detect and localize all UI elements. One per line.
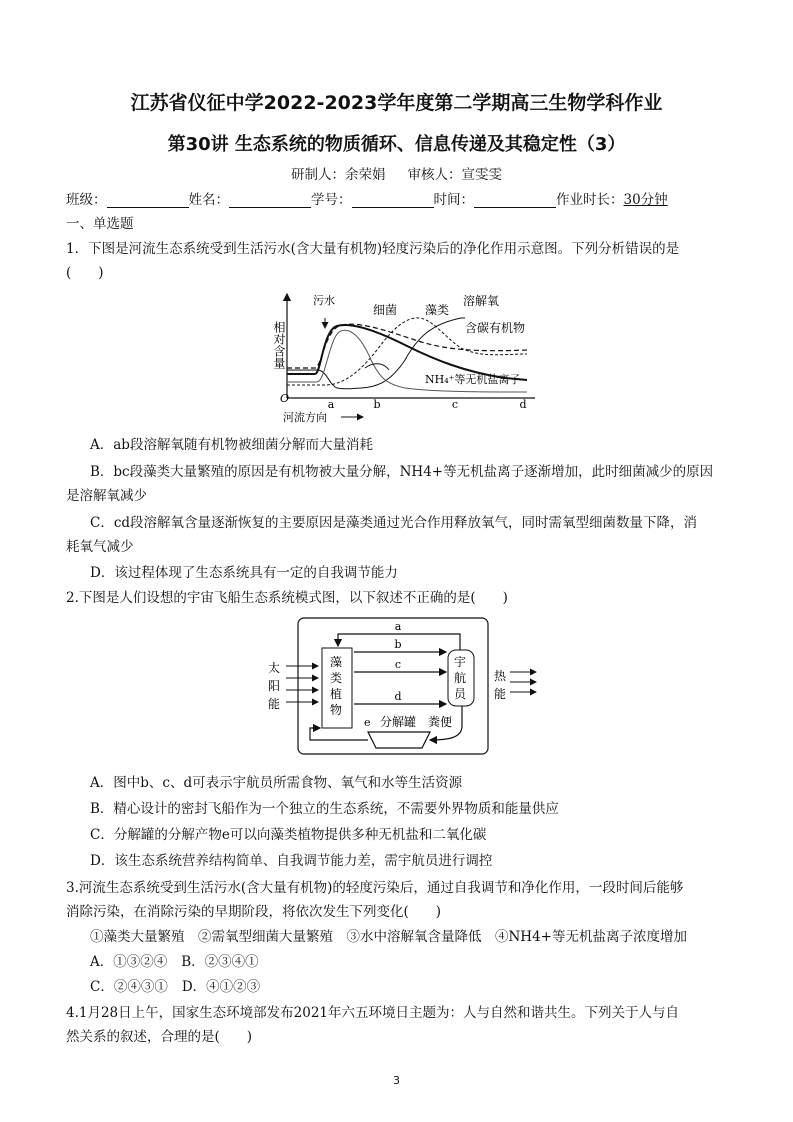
q1-oxygen-label: 溶解氧 — [463, 294, 500, 308]
q1-option-d[interactable]: D．该过程体现了生态系统具有一定的自我调节能力 — [90, 565, 398, 581]
q3-options-row2 — [90, 975, 260, 995]
q2-tank-label: 分解罐 — [380, 715, 417, 729]
q1-bacteria-label: 细菌 — [373, 303, 398, 317]
q2-arrow-d-label: d — [394, 690, 402, 703]
q1-xlabel: 河流方向 — [283, 411, 327, 424]
q2-algae-label-2: 类 — [330, 671, 343, 685]
q2-sun-label-1: 太 — [268, 661, 281, 675]
q3-option-b[interactable]: B．②③④① — [181, 954, 259, 970]
duration-value: 30分钟 — [623, 192, 668, 208]
time-label: 时间： — [433, 192, 474, 208]
time-blank[interactable] — [474, 193, 556, 208]
q2-arrow-b-label: b — [394, 638, 402, 651]
class-blank[interactable] — [107, 193, 189, 208]
q1-point-b: b — [373, 398, 381, 411]
q2-option-d[interactable]: D．该生态系统营养结构简单、自我调节能力差，需宇航员进行调控 — [90, 853, 493, 869]
q2-arrow-c-label: c — [394, 658, 402, 671]
q2-astronaut-label-2: 航 — [454, 671, 467, 685]
q3-option-a[interactable]: A．①③②④ — [90, 954, 168, 970]
q2-sun-label-3: 能 — [268, 697, 281, 711]
q2-arrow-a-label: a — [394, 620, 402, 633]
q1-option-c-line1[interactable]: C．cd段溶解氧含量逐渐恢复的主要原因是藻类通过光合作用释放氧气，同时需氧型细菌数量下降，消 — [90, 515, 698, 531]
q1-option-a[interactable]: A．ab段溶解氧随有机物被细菌分解而大量消耗 — [90, 437, 373, 453]
q1-stem-line2: ( ) — [66, 265, 104, 281]
reviewer-label: 审核人：宣雯雯 — [407, 167, 502, 183]
duration-label: 作业时长： — [556, 192, 624, 208]
q1-organic-label: 含碳有机物 — [465, 321, 526, 335]
q2-tank-shape — [368, 732, 430, 748]
q2-heat-label — [494, 668, 510, 701]
q4-stem-line2: 然关系的叙述，合理的是( ) — [66, 1029, 253, 1045]
q2-stem: 2.下图是人们设想的宇宙飞船生态系统模式图，以下叙述不正确的是( ) — [66, 590, 508, 606]
document-title: 江苏省仪征中学2022-2023学年度第二学期高三生物学科作业 — [130, 92, 663, 114]
q1-ions-label: NH₄⁺等无机盐离子 — [425, 373, 521, 386]
page-number: 3 — [393, 1074, 400, 1087]
q2-sun-label — [268, 660, 284, 711]
student-info-line — [66, 188, 668, 208]
q1-curve-ions-hump — [365, 364, 389, 370]
q1-algae-label: 藻类 — [425, 303, 450, 317]
name-blank[interactable] — [229, 193, 311, 208]
q2-algae-label-1: 藻 — [330, 655, 343, 669]
q2-heat-label-1: 热 — [494, 669, 507, 683]
q2-algae-label-3: 植 — [330, 687, 343, 701]
q2-figure — [262, 614, 542, 759]
q1-sewage-label — [313, 293, 335, 307]
q3-stem-line1: 3.河流生态系统受到生活污水(含大量有机物)的轻度污染后，通过自我调节和净化作用，一段时间后能够 — [66, 880, 684, 896]
q2-arrow-e-label: e — [364, 716, 371, 729]
q2-option-b[interactable]: B．精心设计的密封飞船作为一个独立的生态系统，不需要外界物质和能量供应 — [90, 801, 559, 817]
q2-astronaut-label-1: 宇 — [454, 655, 467, 669]
q1-option-c-line2: 耗氧气减少 — [66, 539, 134, 555]
lesson-title: 第30讲 生态系统的物质循环、信息传递及其稳定性（3） — [167, 134, 626, 155]
q2-algae-label-4: 物 — [330, 703, 343, 717]
q2-heat-label-2: 能 — [494, 687, 507, 701]
q2-feces-label: 粪便 — [428, 715, 453, 729]
q4-stem-line1: 4.1月28日上午，国家生态环境部发布2021年六五环境日主题为：人与自然和谐共生。下列关于人与自 — [66, 1005, 680, 1021]
q1-stem-line1: 1．下图是河流生态系统受到生活污水(含大量有机物)轻度污染后的净化作用示意图。下列分析错误的是 — [66, 241, 680, 257]
q1-ylabel: 相对含量 — [272, 321, 286, 369]
id-label: 学号： — [311, 192, 352, 208]
q2-astronaut-label-3: 员 — [454, 687, 467, 701]
q1-option-b-line2: 是溶解氧减少 — [66, 488, 147, 504]
q2-option-a[interactable]: A．图中b、c、d可表示宇航员所需食物、氧气和水等生活资源 — [90, 775, 463, 791]
q2-option-c[interactable]: C．分解罐的分解产物e可以向藻类植物提供多种无机盐和二氧化碳 — [90, 827, 487, 843]
section-heading: 一、单选题 — [66, 216, 134, 232]
q1-option-b-line1[interactable]: B．bc段藻类大量繁殖的原因是有机物被大量分解，NH4+等无机盐离子逐渐增加，此时细菌减少的原因 — [90, 464, 714, 480]
q3-items: ①藻类大量繁殖 ②需氧型细菌大量繁殖 ③水中溶解氧含量降低 ④NH4+等无机盐离子浓度增加 — [90, 929, 687, 945]
q3-options-row1 — [90, 950, 259, 970]
name-label: 姓名： — [188, 192, 229, 208]
class-label: 班级： — [66, 192, 107, 208]
q2-sun-label-2: 阳 — [268, 679, 281, 693]
q1-point-c: c — [451, 398, 459, 411]
q1-point-a: a — [327, 398, 335, 411]
q1-origin: O — [280, 392, 290, 405]
authors-line — [0, 163, 793, 183]
id-blank[interactable] — [352, 193, 434, 208]
q1-figure — [265, 290, 565, 425]
author-label: 研制人：余荣娟 — [291, 167, 386, 183]
q3-stem-line2: 消除污染，在消除污染的早期阶段，将依次发生下列变化( ) — [66, 904, 442, 920]
q3-option-c[interactable]: C．②④③① — [90, 979, 168, 995]
q1-sewage-label-1: 污水 — [313, 294, 335, 307]
q3-option-d[interactable]: D．④①②③ — [181, 979, 261, 995]
q1-point-d: d — [519, 398, 527, 411]
q2-arrow-e — [310, 728, 368, 740]
